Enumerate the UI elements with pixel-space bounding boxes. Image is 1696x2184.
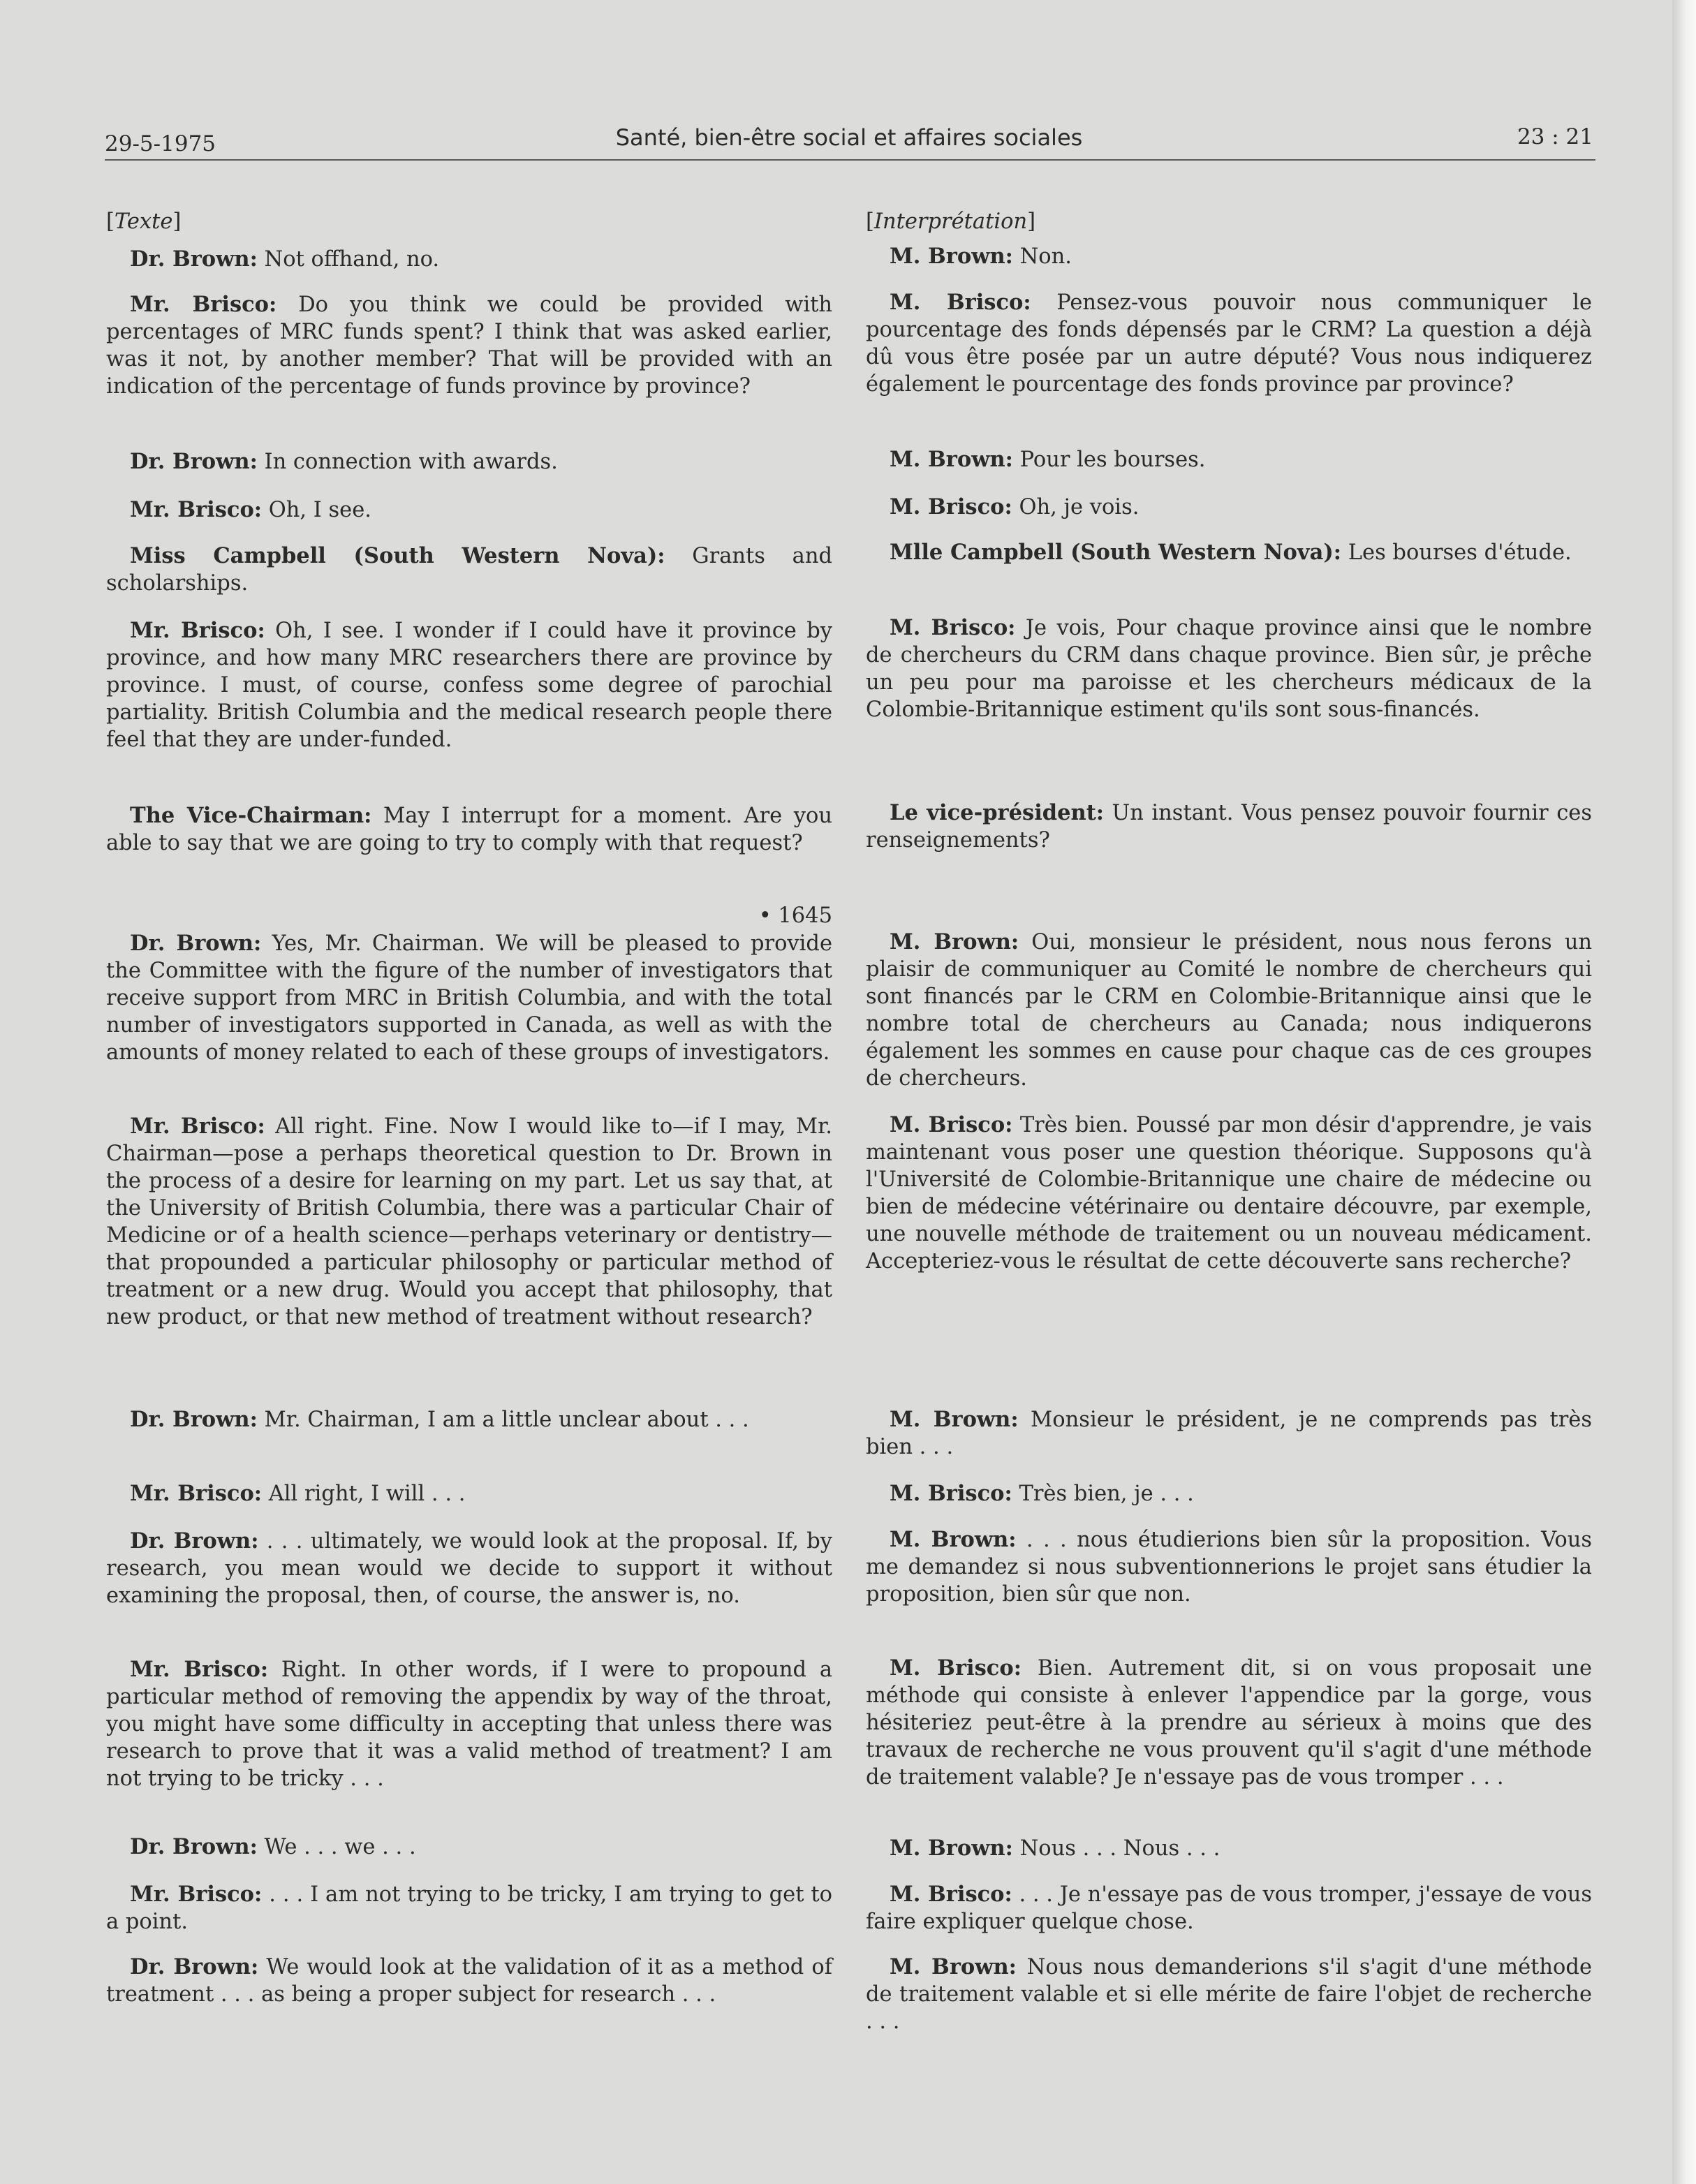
paragraph — [866, 1954, 1592, 2035]
paragraph — [866, 614, 1592, 723]
page-header — [105, 124, 1593, 159]
column-label: [Interprétation] — [866, 209, 1036, 234]
speaker: M. Brisco: — [890, 494, 1012, 519]
speaker: Mr. Brisco: — [130, 292, 277, 317]
speaker: Mr. Brisco: — [130, 1882, 263, 1907]
speaker: Le vice-président: — [890, 800, 1105, 825]
speaker: Mr. Brisco: — [130, 1114, 265, 1139]
speech: All right, I will . . . — [262, 1482, 466, 1506]
paragraph — [866, 243, 1592, 270]
speech: Nous . . . Nous . . . — [1012, 1836, 1221, 1861]
paragraph — [106, 930, 832, 1066]
speaker: M. Brown: — [890, 929, 1019, 954]
speech: Oh, I see. — [262, 498, 371, 522]
speech: Grants and scholarships. — [106, 544, 833, 596]
speaker: Mr. Brisco: — [130, 497, 263, 522]
speaker: M. Brisco: — [890, 1112, 1013, 1137]
paragraph — [866, 1881, 1592, 1935]
speaker: The Vice-Chairman: — [130, 803, 372, 828]
speaker: Dr. Brown: — [130, 931, 262, 956]
speech: May I interrupt for a moment. Are you able to say that we are going to try to comply with that request? — [106, 804, 832, 855]
paragraph — [866, 1835, 1592, 1862]
speaker: M. Brown: — [890, 1527, 1017, 1552]
speech: Yes, Mr. Chairman. We will be pleased to provide the Committee with the figure of the number of investigators that receive support from MRC in British Columbia, and with the total number of investigators supported in Canada, as well as with the amounts of money related to each of these groups of investigators. — [106, 931, 832, 1065]
speech: Mr. Chairman, I am a little unclear about . . . — [257, 1408, 749, 1432]
paragraph — [106, 1656, 832, 1792]
label-text: Interprétation — [873, 209, 1028, 234]
header-title: Santé, bien-être social et affaires sociales — [615, 124, 1083, 151]
speaker: M. Brisco: — [890, 615, 1016, 640]
speaker: Dr. Brown: — [130, 1528, 259, 1554]
speaker: M. Brisco: — [890, 290, 1031, 315]
speaker: M. Brisco: — [890, 1481, 1012, 1506]
paragraph — [106, 802, 832, 857]
speaker: M. Brisco: — [890, 1882, 1012, 1907]
paragraph — [866, 929, 1592, 1092]
speaker: Mr. Brisco: — [130, 618, 265, 643]
speech: We would look at the validation of it as a method of treatment . . . as being a proper subject for research . . . — [106, 1955, 832, 2007]
speaker: M. Brown: — [890, 447, 1013, 472]
paragraph — [866, 446, 1592, 473]
speaker: M. Brown: — [890, 244, 1013, 269]
speech: Oh, I see. I wonder if I could have it province by province, and how many MRC researchers there are province by province. I must, of course, confess some degree of parochial partiality. British Columbia and the medical research people there feel that they are under-funded. — [106, 619, 832, 752]
paragraph — [866, 1406, 1592, 1461]
speaker: M. Brisco: — [890, 1655, 1022, 1681]
paragraph — [106, 1406, 832, 1433]
paragraph — [866, 1526, 1592, 1608]
speech: Non. — [1012, 244, 1072, 269]
speaker: Dr. Brown: — [130, 449, 258, 474]
header-page-number: 23 : 21 — [1517, 124, 1593, 149]
speaker: Dr. Brown: — [130, 1834, 258, 1859]
speech: Oh, je vois. — [1012, 495, 1140, 519]
paragraph — [866, 289, 1592, 398]
speech: All right. Fine. Now I would like to—if I may, Mr. Chairman—pose a perhaps theoretical question to Dr. Brown in the process of a desire for learning on my part. Let us say that, at the University of British Columbia, there was a particular Chair of Medicine or of a health science—perhaps veterinary or dentistry—that propounded a particular philosophy or particular method of treatment or a new drug. Would you accept that philosophy, that new product, or that new method of treatment without research? — [106, 1114, 833, 1329]
paragraph — [106, 1881, 832, 1935]
speech: In connection with awards. — [257, 450, 558, 474]
paragraph — [106, 291, 832, 400]
page-edge — [1672, 0, 1696, 2184]
paragraph — [106, 1480, 832, 1507]
speaker: M. Brown: — [890, 1836, 1013, 1861]
column-label: [Texte] — [106, 209, 182, 234]
paragraph — [106, 1113, 832, 1331]
speech: Les bourses d'étude. — [1341, 540, 1572, 565]
paragraph — [106, 543, 832, 597]
speech: Monsieur le président, je ne comprends pas très bien . . . — [866, 1408, 1592, 1459]
speech: Très bien, je . . . — [1012, 1482, 1194, 1506]
speech: Un instant. Vous pensez pouvoir fournir ces renseignements? — [866, 801, 1592, 853]
header-date: 29-5-1975 — [105, 131, 216, 156]
speaker: Miss Campbell (South Western Nova): — [130, 543, 665, 568]
speaker: Mlle Campbell (South Western Nova): — [890, 540, 1342, 565]
speech: Oui, monsieur le président, nous nous ferons un plaisir de communiquer au Comité le nombre de chercheurs qui sont financés par le CRM en Colombie-Britannique ainsi que le nombre total de chercheurs au Canada; nous indiquerons également les sommes en cause pour chaque cas de ces groupes de chercheurs. — [866, 930, 1592, 1091]
speech: Do you think we could be provided with percentages of MRC funds spent? I think that was asked earlier, was it not, by another member? That will be provided with an indication of the percentage of funds province by province? — [106, 293, 833, 399]
speech: Je vois, Pour chaque province ainsi que le nombre de chercheurs du CRM dans chaque province. Bien sûr, je prêche un peu pour ma paroisse et les chercheurs médicaux de la Colombie-Britannique estiment qu'ils sont sous-financés. — [866, 616, 1593, 722]
paragraph — [866, 1112, 1592, 1275]
speaker: M. Brown: — [890, 1954, 1017, 1979]
time-marker: • 1645 — [758, 903, 832, 928]
speech: Nous nous demanderions s'il s'agit d'une méthode de traitement valable et si elle mérite de faire l'objet de recherche . . . — [866, 1955, 1592, 2034]
speech: Right. In other words, if I were to propound a particular method of removing the appendix by way of the throat, you might have some difficulty in accepting that unless there was research to prove that it was a valid method of treatment? I am not trying to be tricky . . . — [106, 1658, 833, 1791]
paragraph — [106, 1954, 832, 2008]
paragraph — [106, 1528, 832, 1609]
speech: . . . Je n'essaye pas de vous tromper, j'essaye de vous faire expliquer quelque chose. — [866, 1882, 1592, 1934]
paragraph — [866, 494, 1592, 521]
speaker: Dr. Brown: — [130, 1407, 258, 1432]
speaker: Mr. Brisco: — [130, 1481, 263, 1506]
label-text: Texte — [114, 209, 173, 234]
speech: We . . . we . . . — [257, 1835, 416, 1859]
paragraph — [866, 539, 1592, 566]
speech: Très bien. Poussé par mon désir d'apprendre, je vais maintenant vous poser une question théorique. Supposons qu'à l'Université de Colombie-Britannique une chaire de médecine ou bien de médecine vétérinaire ou dentaire découvre, par exemple, une nouvelle méthode de traitement ou un nouveau médicament. Accepteriez-vous le résultat de cette découverte sans recherche? — [866, 1113, 1593, 1274]
speaker: Mr. Brisco: — [130, 1657, 269, 1682]
paragraph — [866, 1480, 1592, 1507]
header-rule — [105, 159, 1595, 161]
speech: . . . nous étudierions bien sûr la proposition. Vous me demandez si nous subventionnerions le projet sans étudier la proposition, bien sûr que non. — [866, 1528, 1593, 1607]
paragraph — [106, 617, 832, 753]
paragraph — [106, 246, 832, 273]
speaker: Dr. Brown: — [130, 1954, 259, 1979]
paragraph — [866, 1655, 1592, 1791]
paragraph — [106, 1833, 832, 1861]
speaker: M. Brown: — [890, 1407, 1019, 1432]
paragraph — [866, 799, 1592, 854]
speaker: Dr. Brown: — [130, 246, 258, 272]
speech: Bien. Autrement dit, si on vous proposait une méthode qui consiste à enlever l'appendice par la gorge, vous hésiteriez peut-être à la prendre au sérieux à moins que des travaux de recherche ne vous prouvent qu'il s'agit d'une méthode de traitement valable? Je n'essaye pas de vous tromper . . . — [866, 1656, 1592, 1790]
speech: . . . ultimately, we would look at the proposal. If, by research, you mean would we decide to support it without examining the proposal, then, of course, the answer is, no. — [106, 1529, 832, 1608]
speech: Not offhand, no. — [257, 247, 440, 272]
speech: . . . I am not trying to be tricky, I am trying to get to a point. — [106, 1882, 833, 1934]
paragraph — [106, 496, 832, 524]
paragraph — [106, 448, 832, 475]
speech: Pensez-vous pouvoir nous communiquer le pourcentage des fonds dépensés par le CRM? La question a déjà dû vous être posée par un autre député? Vous nous indiquerez également le pourcentage des fonds province par province? — [866, 290, 1592, 397]
speech: Pour les bourses. — [1012, 448, 1206, 472]
